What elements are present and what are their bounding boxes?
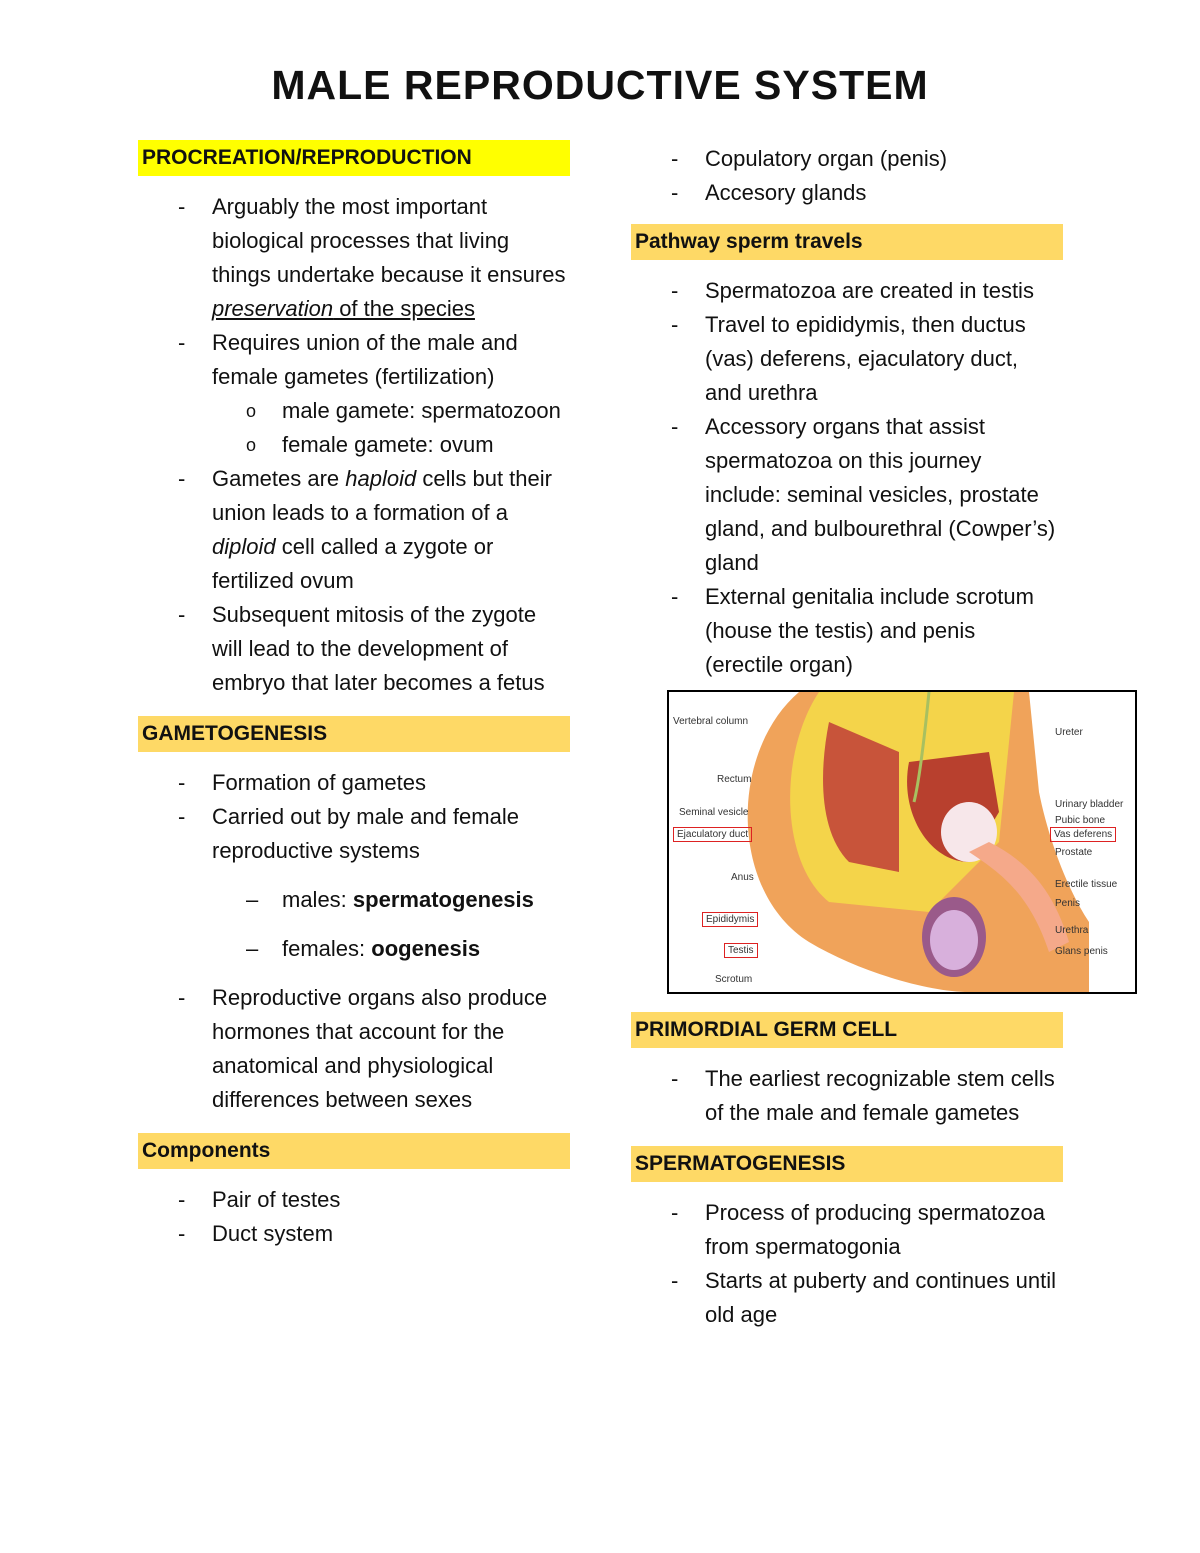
left-column <box>138 140 570 1251</box>
diagram-label: Urethra <box>1055 925 1089 936</box>
diagram-label: Penis <box>1055 898 1081 909</box>
list-item: - Formation of gametes <box>138 766 570 800</box>
text: females: <box>282 936 372 961</box>
list-item <box>138 326 570 462</box>
diagram-label: Pubic bone <box>1055 815 1106 826</box>
diagram-label: Glans penis <box>1055 946 1108 957</box>
diagram-label: Anus <box>731 872 754 883</box>
diagram-label-highlighted: Ejaculatory duct <box>673 827 752 842</box>
diagram-label: Ureter <box>1055 727 1083 738</box>
sub-item: o male gamete: spermatozoon <box>212 394 566 428</box>
sub-item: o female gamete: ovum <box>212 428 566 462</box>
section-header-components: Components <box>138 1133 570 1169</box>
italic-text: haploid <box>345 466 417 491</box>
text: Arguably the most important biological processes that living things undertake because it ensures <box>212 194 566 287</box>
gametogenesis-list <box>138 766 570 1117</box>
list-item: - External genitalia include scrotum (house the testis) and penis (erectile organ) <box>631 580 1063 682</box>
pathway-list <box>631 274 1063 682</box>
list-item: - The earliest recognizable stem cells of the male and female gametes <box>631 1062 1063 1130</box>
list-item: - Accessory organs that assist spermatozoa on this journey include: seminal vesicles, prostate gland, and bulbourethral (Cowper’s) gland <box>631 410 1063 580</box>
list-item: - Duct system <box>138 1217 570 1251</box>
text: Requires union of the male and female gametes (fertilization) <box>212 330 518 389</box>
list-item <box>138 190 570 326</box>
text: Gametes are <box>212 466 346 491</box>
section-header-spermatogenesis: SPERMATOGENESIS <box>631 1146 1063 1182</box>
components-list-continued <box>631 142 1063 210</box>
diagram-label: Scrotum <box>715 974 753 985</box>
diagram-label: Rectum <box>717 774 752 785</box>
page-title: MALE REPRODUCTIVE SYSTEM <box>271 62 929 108</box>
diagram-label-highlighted: Testis <box>724 943 758 958</box>
list-item: - Starts at puberty and continues until old age <box>631 1264 1063 1332</box>
diagram-label: Vertebral column <box>673 716 749 727</box>
diagram-label: Urinary bladder <box>1055 799 1124 810</box>
primordial-list <box>631 1062 1063 1130</box>
list-item: - Pair of testes <box>138 1183 570 1217</box>
text: cell called a zygote or fertilized ovum <box>212 534 494 593</box>
underlined-text: of the species <box>333 296 475 321</box>
list-item: - Subsequent mitosis of the zygote will lead to the development of embryo that later becomes a fetus <box>138 598 570 700</box>
diagram-label: Seminal vesicle <box>679 807 749 818</box>
section-header-gametogenesis: GAMETOGENESIS <box>138 716 570 752</box>
list-item: - Copulatory organ (penis) <box>631 142 1063 176</box>
list-item: - Accesory glands <box>631 176 1063 210</box>
list-item <box>138 462 570 598</box>
diagram-label-highlighted: Vas deferens <box>1050 827 1116 842</box>
text: cells but their union leads to a formation of a <box>212 466 552 525</box>
section-header-procreation: PROCREATION/REPRODUCTION <box>138 140 570 176</box>
diagram-label: Erectile tissue <box>1055 879 1118 890</box>
right-column <box>631 140 1124 1332</box>
procreation-list <box>138 190 570 700</box>
anatomy-diagram <box>667 690 1137 994</box>
list-item: - Process of producing spermatozoa from spermatogonia <box>631 1196 1063 1264</box>
bold-text: spermatogenesis <box>352 887 534 912</box>
list-item <box>138 800 570 966</box>
list-item: - Spermatozoa are created in testis <box>631 274 1063 308</box>
emphasis-text: preservation <box>212 296 334 321</box>
italic-text: diploid <box>212 534 276 559</box>
diagram-label-highlighted: Epididymis <box>702 912 758 927</box>
sub-list <box>212 394 566 462</box>
section-header-primordial-germ-cell: PRIMORDIAL GERM CELL <box>631 1012 1063 1048</box>
sub-list <box>212 883 566 966</box>
spermatogenesis-list <box>631 1196 1063 1332</box>
text: males: <box>282 887 353 912</box>
list-item: - Travel to epididymis, then ductus (vas) deferens, ejaculatory duct, and urethra <box>631 308 1063 410</box>
section-header-pathway: Pathway sperm travels <box>631 224 1063 260</box>
sub-item <box>212 883 566 917</box>
diagram-label: Prostate <box>1055 847 1093 858</box>
bold-text: oogenesis <box>371 936 481 961</box>
components-list <box>138 1183 570 1251</box>
list-item: - Reproductive organs also produce hormones that account for the anatomical and physiological differences between sexes <box>138 981 570 1117</box>
text: Carried out by male and female reproductive systems <box>212 804 519 863</box>
sub-item <box>212 932 566 966</box>
